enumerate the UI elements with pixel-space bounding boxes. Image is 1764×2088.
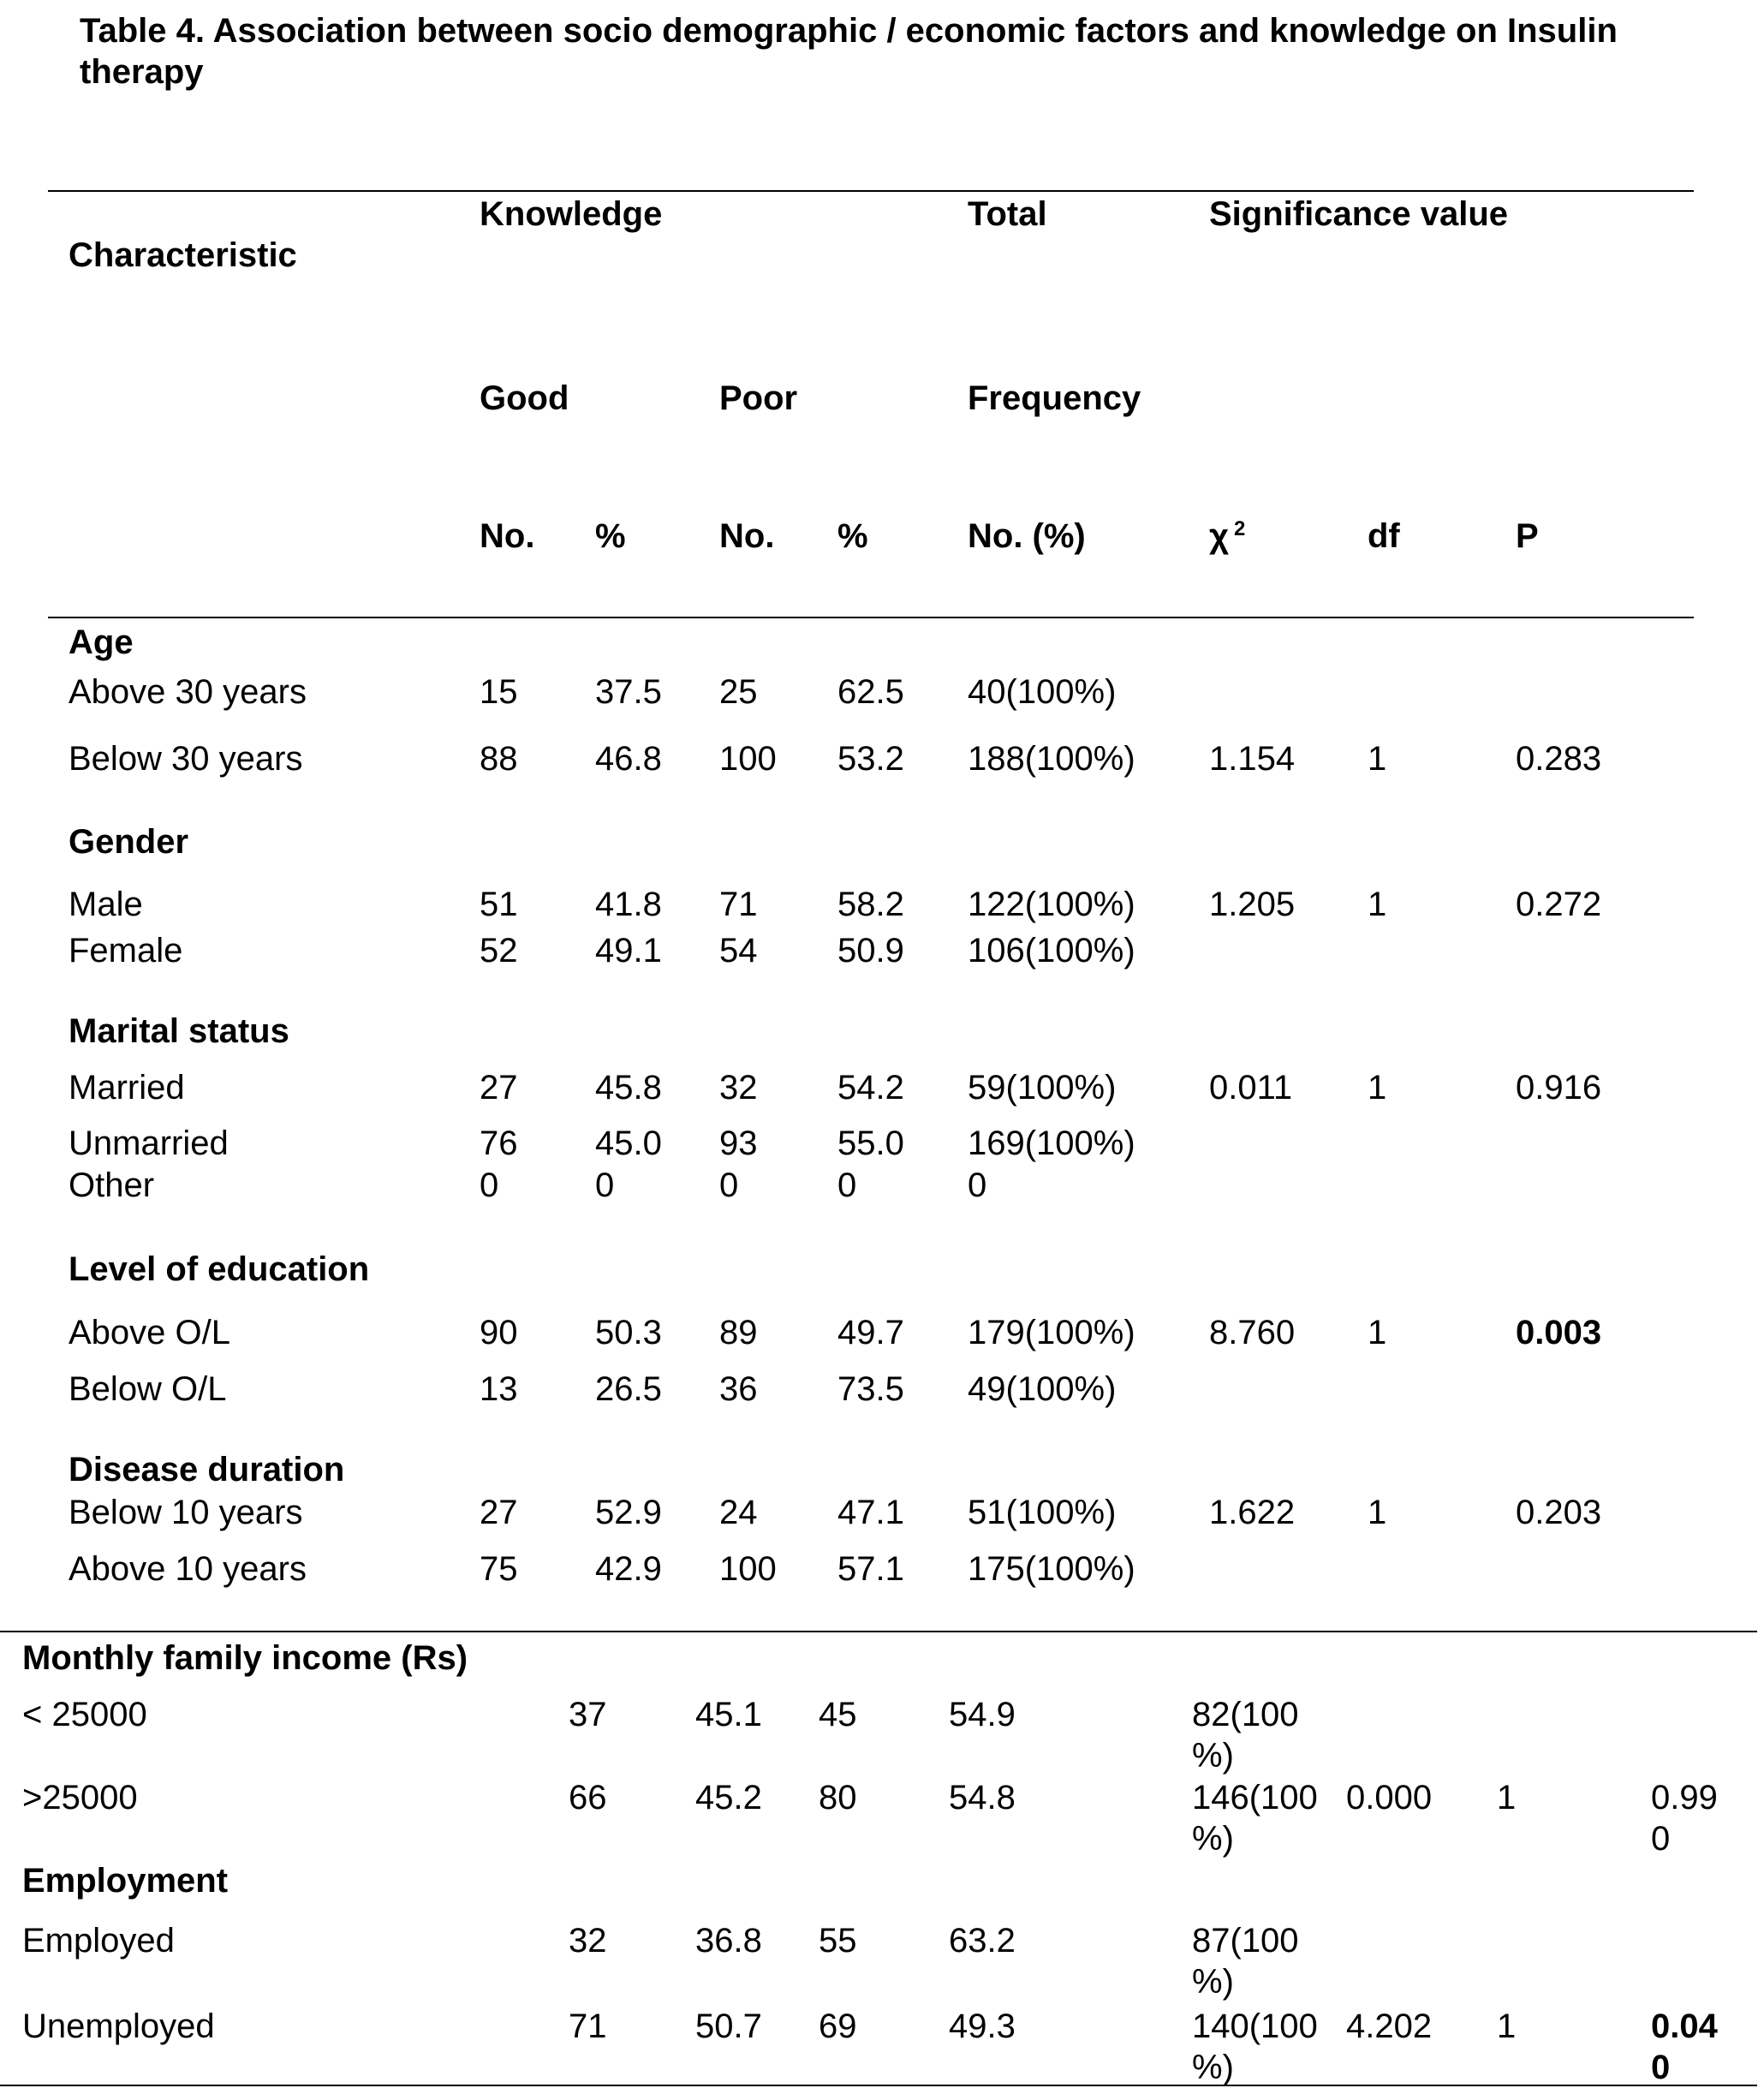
cell-poor-no: 55	[819, 1922, 857, 1960]
cell-total: 122(100%)	[968, 886, 1135, 923]
row-label: Above O/L	[69, 1314, 231, 1351]
cell-df: 1	[1368, 1069, 1387, 1107]
cell-df: 1	[1497, 1779, 1517, 1817]
cell-chi2: 8.760	[1209, 1314, 1296, 1351]
cell-poor-pct: 54.8	[949, 1779, 1016, 1817]
cell-total: 175(100%)	[968, 1550, 1135, 1588]
cell-poor-no: 25	[719, 673, 758, 711]
cell-chi2: 0.000	[1346, 1779, 1433, 1817]
cell-poor-no: 89	[719, 1314, 758, 1351]
cell-df: 1	[1497, 2007, 1517, 2045]
header-df: df	[1368, 517, 1400, 555]
cell-good-no: 71	[569, 2007, 607, 2045]
row-label: Employed	[22, 1922, 175, 1960]
cell-p: 0.916	[1516, 1069, 1602, 1107]
header-good: Good	[480, 379, 569, 417]
row-label: Other	[69, 1166, 155, 1204]
cell-total: 82(100 %)	[1192, 1696, 1299, 1775]
header-significance: Significance value	[1209, 195, 1509, 233]
cell-good-pct: 50.3	[595, 1314, 662, 1351]
header-poor-pct: %	[837, 517, 868, 555]
section-heading: Monthly family income (Rs)	[22, 1639, 468, 1677]
cell-poor-pct: 0	[837, 1166, 857, 1204]
cell-df: 1	[1368, 740, 1387, 778]
cell-good-no: 66	[569, 1779, 607, 1817]
cell-poor-pct: 62.5	[837, 673, 904, 711]
cell-good-no: 27	[480, 1069, 518, 1107]
row-label: Male	[69, 886, 143, 923]
cell-good-pct: 42.9	[595, 1550, 662, 1588]
header-good-no: No.	[480, 517, 535, 555]
cell-good-pct: 26.5	[595, 1370, 662, 1408]
cell-poor-pct: 58.2	[837, 886, 904, 923]
cell-p: 0.203	[1516, 1494, 1602, 1531]
cell-poor-no: 69	[819, 2007, 857, 2045]
section-heading: Age	[69, 623, 134, 661]
top-rule	[48, 190, 1694, 192]
row-label: Unmarried	[69, 1125, 229, 1162]
row-label: Unemployed	[22, 2007, 215, 2045]
cell-total: 106(100%)	[968, 932, 1135, 969]
row-label: >25000	[22, 1779, 138, 1817]
row-label: Below 10 years	[69, 1494, 303, 1531]
cell-chi2: 1.622	[1209, 1494, 1296, 1531]
section-heading: Level of education	[69, 1250, 370, 1288]
cell-total: 0	[968, 1166, 987, 1204]
cell-chi2: 1.205	[1209, 886, 1296, 923]
cell-good-pct: 45.8	[595, 1069, 662, 1107]
cell-poor-no: 93	[719, 1125, 758, 1162]
cell-p: 0.003	[1516, 1314, 1602, 1351]
cell-good-no: 75	[480, 1550, 518, 1588]
header-frequency: Frequency	[968, 379, 1141, 417]
cell-total: 146(100 %)	[1192, 1779, 1318, 1858]
cell-good-pct: 52.9	[595, 1494, 662, 1531]
cell-p: 0.283	[1516, 740, 1602, 778]
header-poor-no: No.	[719, 517, 775, 555]
cell-poor-pct: 53.2	[837, 740, 904, 778]
cell-good-pct: 45.1	[695, 1696, 762, 1733]
cell-good-pct: 46.8	[595, 740, 662, 778]
cell-good-no: 37	[569, 1696, 607, 1733]
cell-poor-no: 100	[719, 740, 777, 778]
cell-good-no: 15	[480, 673, 518, 711]
cell-good-pct: 49.1	[595, 932, 662, 969]
header-poor: Poor	[719, 379, 798, 417]
cell-good-pct: 41.8	[595, 886, 662, 923]
cell-total: 140(100 %)	[1192, 2007, 1318, 2086]
cell-poor-no: 80	[819, 1779, 857, 1817]
cell-poor-no: 45	[819, 1696, 857, 1733]
row-label: < 25000	[22, 1696, 147, 1733]
cell-good-pct: 36.8	[695, 1922, 762, 1960]
cell-total: 87(100 %)	[1192, 1922, 1299, 2001]
row-label: Above 10 years	[69, 1550, 307, 1588]
cell-df: 1	[1368, 886, 1387, 923]
cell-poor-no: 71	[719, 886, 758, 923]
section-heading: Gender	[69, 823, 189, 861]
cell-good-pct: 45.0	[595, 1125, 662, 1162]
cell-df: 1	[1368, 1314, 1387, 1351]
cell-df: 1	[1368, 1494, 1387, 1531]
cell-good-no: 13	[480, 1370, 518, 1408]
cell-good-pct: 50.7	[695, 2007, 762, 2045]
cell-poor-no: 0	[719, 1166, 739, 1204]
header-no-pct: No. (%)	[968, 517, 1086, 555]
cell-good-no: 88	[480, 740, 518, 778]
header-characteristic: Characteristic	[69, 236, 297, 274]
cell-total: 49(100%)	[968, 1370, 1117, 1408]
row-label: Married	[69, 1069, 185, 1107]
row-label: Above 30 years	[69, 673, 307, 711]
cell-poor-no: 32	[719, 1069, 758, 1107]
header-p: P	[1516, 517, 1539, 555]
cell-total: 169(100%)	[968, 1125, 1135, 1162]
cell-good-no: 0	[480, 1166, 499, 1204]
cell-poor-pct: 49.7	[837, 1314, 904, 1351]
cell-poor-pct: 55.0	[837, 1125, 904, 1162]
table-title: Table 4. Association between socio demographic / economic factors and knowledge on Insulin therapy	[80, 12, 1618, 91]
chi-symbol: χ	[1209, 517, 1230, 555]
cell-poor-pct: 63.2	[949, 1922, 1016, 1960]
chi-superscript: 2	[1234, 517, 1246, 540]
cell-total: 40(100%)	[968, 673, 1117, 711]
cell-poor-pct: 54.2	[837, 1069, 904, 1107]
cell-poor-no: 24	[719, 1494, 758, 1531]
cell-p: 0.04 0	[1651, 2007, 1718, 2086]
cell-poor-no: 100	[719, 1550, 777, 1588]
cell-good-pct: 37.5	[595, 673, 662, 711]
cell-poor-pct: 50.9	[837, 932, 904, 969]
cell-good-no: 32	[569, 1922, 607, 1960]
cell-p: 0.272	[1516, 886, 1602, 923]
cell-poor-no: 54	[719, 932, 758, 969]
cell-total: 59(100%)	[968, 1069, 1117, 1107]
cell-p: 0.99 0	[1651, 1779, 1718, 1858]
cell-poor-pct: 73.5	[837, 1370, 904, 1408]
cell-good-no: 51	[480, 886, 518, 923]
cell-total: 51(100%)	[968, 1494, 1117, 1531]
cell-good-no: 76	[480, 1125, 518, 1162]
cell-poor-pct: 47.1	[837, 1494, 904, 1531]
header-chi-square	[1209, 519, 1245, 553]
cell-chi2: 4.202	[1346, 2007, 1433, 2045]
section-rule	[0, 1631, 1757, 1632]
cell-poor-pct: 57.1	[837, 1550, 904, 1588]
cell-good-no: 90	[480, 1314, 518, 1351]
cell-good-pct: 45.2	[695, 1779, 762, 1817]
header-rule	[48, 617, 1694, 618]
section-heading: Disease duration	[69, 1451, 345, 1488]
cell-good-no: 27	[480, 1494, 518, 1531]
cell-good-pct: 0	[595, 1166, 615, 1204]
cell-total: 188(100%)	[968, 740, 1135, 778]
cell-chi2: 0.011	[1209, 1069, 1293, 1107]
header-total: Total	[968, 195, 1047, 233]
row-label: Below O/L	[69, 1370, 227, 1408]
row-label: Below 30 years	[69, 740, 303, 778]
cell-good-no: 52	[480, 932, 518, 969]
row-label: Female	[69, 932, 183, 969]
header-good-pct: %	[595, 517, 626, 555]
section-heading: Employment	[22, 1862, 229, 1900]
cell-chi2: 1.154	[1209, 740, 1296, 778]
section-heading: Marital status	[69, 1012, 289, 1050]
cell-poor-no: 36	[719, 1370, 758, 1408]
cell-poor-pct: 54.9	[949, 1696, 1016, 1733]
cell-total: 179(100%)	[968, 1314, 1135, 1351]
header-knowledge: Knowledge	[480, 195, 663, 233]
cell-poor-pct: 49.3	[949, 2007, 1016, 2045]
